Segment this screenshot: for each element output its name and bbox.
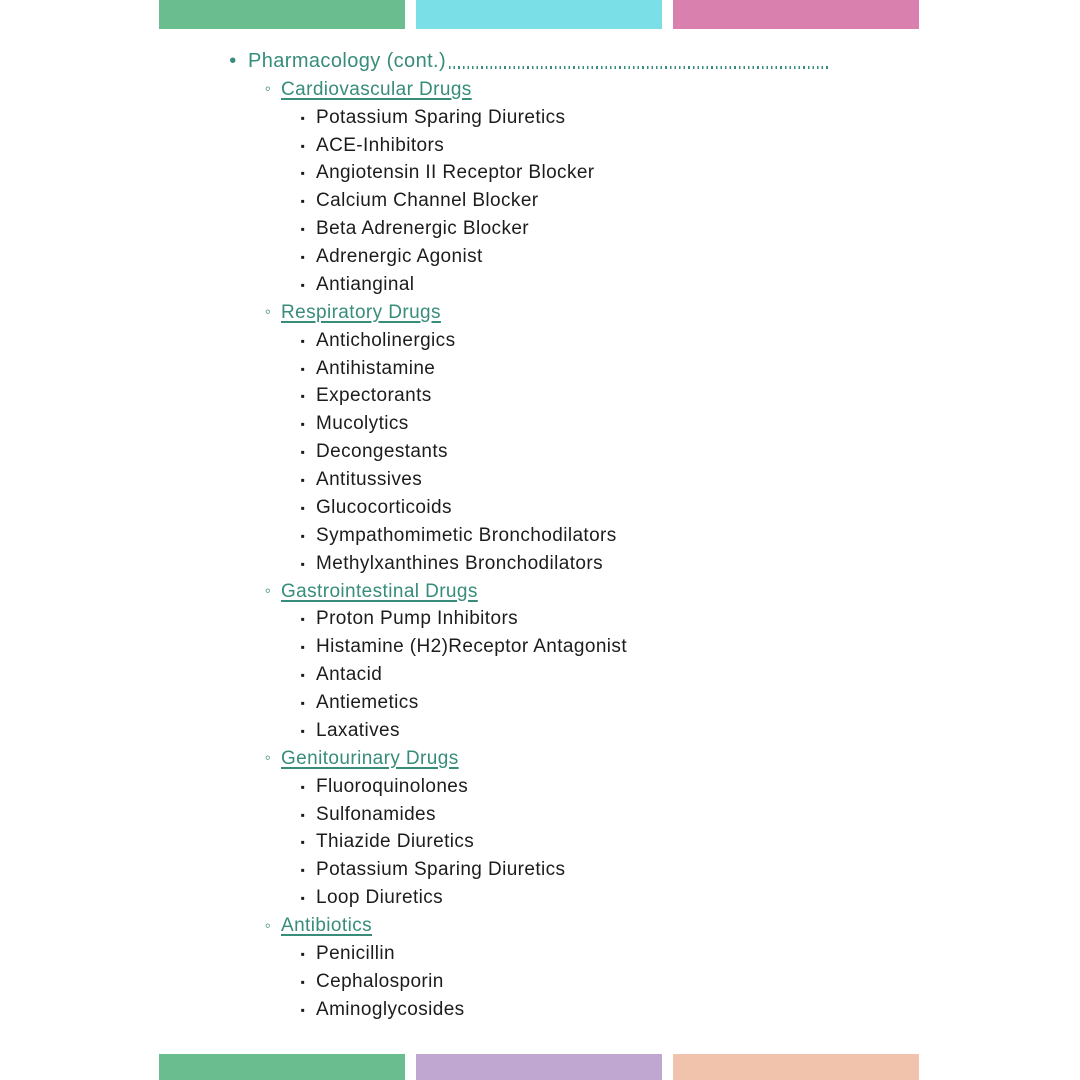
top-bar-row bbox=[159, 0, 919, 29]
outline-item: Potassium Sparing Diuretics bbox=[316, 859, 566, 881]
outline-item: Antitussives bbox=[316, 469, 423, 491]
outline-item-row bbox=[0, 633, 828, 661]
decorative-bar-green bbox=[159, 0, 405, 29]
square-bullet-icon: ▪ bbox=[300, 222, 306, 237]
circle-bullet-icon: ◦ bbox=[264, 581, 272, 601]
outline-item-row bbox=[0, 717, 828, 745]
outline-item-row bbox=[0, 968, 828, 996]
section-items bbox=[0, 104, 828, 299]
outline-section bbox=[0, 578, 828, 745]
section-items bbox=[0, 773, 828, 912]
outline-title-row bbox=[0, 48, 828, 76]
decorative-bar-cyan bbox=[416, 0, 662, 29]
square-bullet-icon: ▪ bbox=[300, 473, 306, 488]
section-items bbox=[0, 606, 828, 745]
section-items bbox=[0, 940, 828, 1024]
section-heading[interactable]: Antibiotics bbox=[281, 915, 372, 937]
bottom-bar-row bbox=[159, 1054, 919, 1080]
outline-item: Decongestants bbox=[316, 441, 448, 463]
outline-item: Antianginal bbox=[316, 273, 415, 295]
outline-item: Sulfonamides bbox=[316, 803, 436, 825]
section-heading[interactable]: Cardiovascular Drugs bbox=[281, 78, 472, 100]
bullet-icon: • bbox=[229, 50, 237, 73]
square-bullet-icon: ▪ bbox=[300, 612, 306, 627]
outline-item-row bbox=[0, 829, 828, 857]
outline-item-row bbox=[0, 606, 828, 634]
outline-item-row bbox=[0, 327, 828, 355]
outline-sections bbox=[0, 76, 828, 1024]
outline-item-row bbox=[0, 996, 828, 1024]
outline-item-row bbox=[0, 243, 828, 271]
outline-item: Thiazide Diuretics bbox=[316, 831, 475, 853]
section-heading-row bbox=[0, 578, 828, 606]
outline-item: Proton Pump Inhibitors bbox=[316, 608, 519, 630]
outline-item: Penicillin bbox=[316, 942, 395, 964]
outline-item-row bbox=[0, 494, 828, 522]
outline-item: Aminoglycosides bbox=[316, 998, 465, 1020]
circle-bullet-icon: ◦ bbox=[264, 302, 272, 322]
outline-section bbox=[0, 745, 828, 912]
outline-item-row bbox=[0, 383, 828, 411]
outline-item: Potassium Sparing Diuretics bbox=[316, 106, 566, 128]
outline-item-row bbox=[0, 466, 828, 494]
section-items bbox=[0, 327, 828, 578]
section-heading[interactable]: Gastrointestinal Drugs bbox=[281, 580, 478, 602]
outline-item: Anticholinergics bbox=[316, 329, 456, 351]
outline-item: Antiemetics bbox=[316, 692, 419, 714]
square-bullet-icon: ▪ bbox=[300, 333, 306, 348]
square-bullet-icon: ▪ bbox=[300, 668, 306, 683]
outline-item-row bbox=[0, 773, 828, 801]
outline-item: Antacid bbox=[316, 664, 383, 686]
section-heading-row bbox=[0, 912, 828, 940]
circle-bullet-icon: ◦ bbox=[264, 79, 272, 99]
outline-title[interactable]: Pharmacology (cont.) bbox=[248, 50, 447, 73]
outline-item: Laxatives bbox=[316, 719, 400, 741]
outline-item-row bbox=[0, 271, 828, 299]
outline-item-row bbox=[0, 187, 828, 215]
square-bullet-icon: ▪ bbox=[300, 863, 306, 878]
outline-item: Expectorants bbox=[316, 385, 432, 407]
circle-bullet-icon: ◦ bbox=[264, 748, 272, 768]
section-heading-row bbox=[0, 76, 828, 104]
square-bullet-icon: ▪ bbox=[300, 138, 306, 153]
decorative-bar-pink bbox=[673, 0, 919, 29]
outline-item: Methylxanthines Bronchodilators bbox=[316, 552, 603, 574]
square-bullet-icon: ▪ bbox=[300, 807, 306, 822]
outline-item-row bbox=[0, 884, 828, 912]
outline-section bbox=[0, 76, 828, 299]
square-bullet-icon: ▪ bbox=[300, 835, 306, 850]
outline-section bbox=[0, 912, 828, 1024]
square-bullet-icon: ▪ bbox=[300, 500, 306, 515]
outline-section bbox=[0, 299, 828, 578]
outline-item: Beta Adrenergic Blocker bbox=[316, 218, 530, 240]
circle-bullet-icon: ◦ bbox=[264, 915, 272, 935]
square-bullet-icon: ▪ bbox=[300, 110, 306, 125]
square-bullet-icon: ▪ bbox=[300, 891, 306, 906]
square-bullet-icon: ▪ bbox=[300, 166, 306, 181]
section-heading[interactable]: Genitourinary Drugs bbox=[281, 747, 459, 769]
dotted-leader bbox=[449, 66, 828, 69]
square-bullet-icon: ▪ bbox=[300, 277, 306, 292]
square-bullet-icon: ▪ bbox=[300, 250, 306, 265]
decorative-bar-lavender bbox=[416, 1054, 662, 1080]
outline-item-row bbox=[0, 438, 828, 466]
outline-item-row bbox=[0, 215, 828, 243]
outline-item-row bbox=[0, 801, 828, 829]
outline-item-row bbox=[0, 550, 828, 578]
decorative-bar-green bbox=[159, 1054, 405, 1080]
outline-content bbox=[0, 48, 828, 1024]
outline-item: Fluoroquinolones bbox=[316, 775, 469, 797]
outline-item: Calcium Channel Blocker bbox=[316, 190, 539, 212]
square-bullet-icon: ▪ bbox=[300, 696, 306, 711]
outline-item-row bbox=[0, 661, 828, 689]
square-bullet-icon: ▪ bbox=[300, 779, 306, 794]
decorative-bar-peach bbox=[673, 1054, 919, 1080]
square-bullet-icon: ▪ bbox=[300, 361, 306, 376]
outline-item: Adrenergic Agonist bbox=[316, 246, 483, 268]
outline-item-row bbox=[0, 160, 828, 188]
outline-item-row bbox=[0, 940, 828, 968]
outline-item: Mucolytics bbox=[316, 413, 409, 435]
outline-item-row bbox=[0, 355, 828, 383]
outline-item-row bbox=[0, 104, 828, 132]
outline-item: Glucocorticoids bbox=[316, 496, 452, 518]
outline-item: ACE-Inhibitors bbox=[316, 134, 445, 156]
square-bullet-icon: ▪ bbox=[300, 723, 306, 738]
square-bullet-icon: ▪ bbox=[300, 528, 306, 543]
outline-item: Loop Diuretics bbox=[316, 887, 444, 909]
outline-item: Angiotensin II Receptor Blocker bbox=[316, 162, 595, 184]
section-heading-row bbox=[0, 299, 828, 327]
section-heading[interactable]: Respiratory Drugs bbox=[281, 301, 441, 323]
square-bullet-icon: ▪ bbox=[300, 974, 306, 989]
square-bullet-icon: ▪ bbox=[300, 556, 306, 571]
outline-item: Sympathomimetic Bronchodilators bbox=[316, 524, 617, 546]
square-bullet-icon: ▪ bbox=[300, 389, 306, 404]
square-bullet-icon: ▪ bbox=[300, 640, 306, 655]
outline-item-row bbox=[0, 689, 828, 717]
square-bullet-icon: ▪ bbox=[300, 1002, 306, 1017]
outline-item: Histamine (H2)Receptor Antagonist bbox=[316, 636, 628, 658]
square-bullet-icon: ▪ bbox=[300, 946, 306, 961]
outline-item-row bbox=[0, 132, 828, 160]
section-heading-row bbox=[0, 745, 828, 773]
outline-item-row bbox=[0, 522, 828, 550]
outline-item: Cephalosporin bbox=[316, 970, 444, 992]
outline-item-row bbox=[0, 856, 828, 884]
square-bullet-icon: ▪ bbox=[300, 445, 306, 460]
outline-item-row bbox=[0, 410, 828, 438]
square-bullet-icon: ▪ bbox=[300, 417, 306, 432]
outline-item: Antihistamine bbox=[316, 357, 436, 379]
square-bullet-icon: ▪ bbox=[300, 194, 306, 209]
